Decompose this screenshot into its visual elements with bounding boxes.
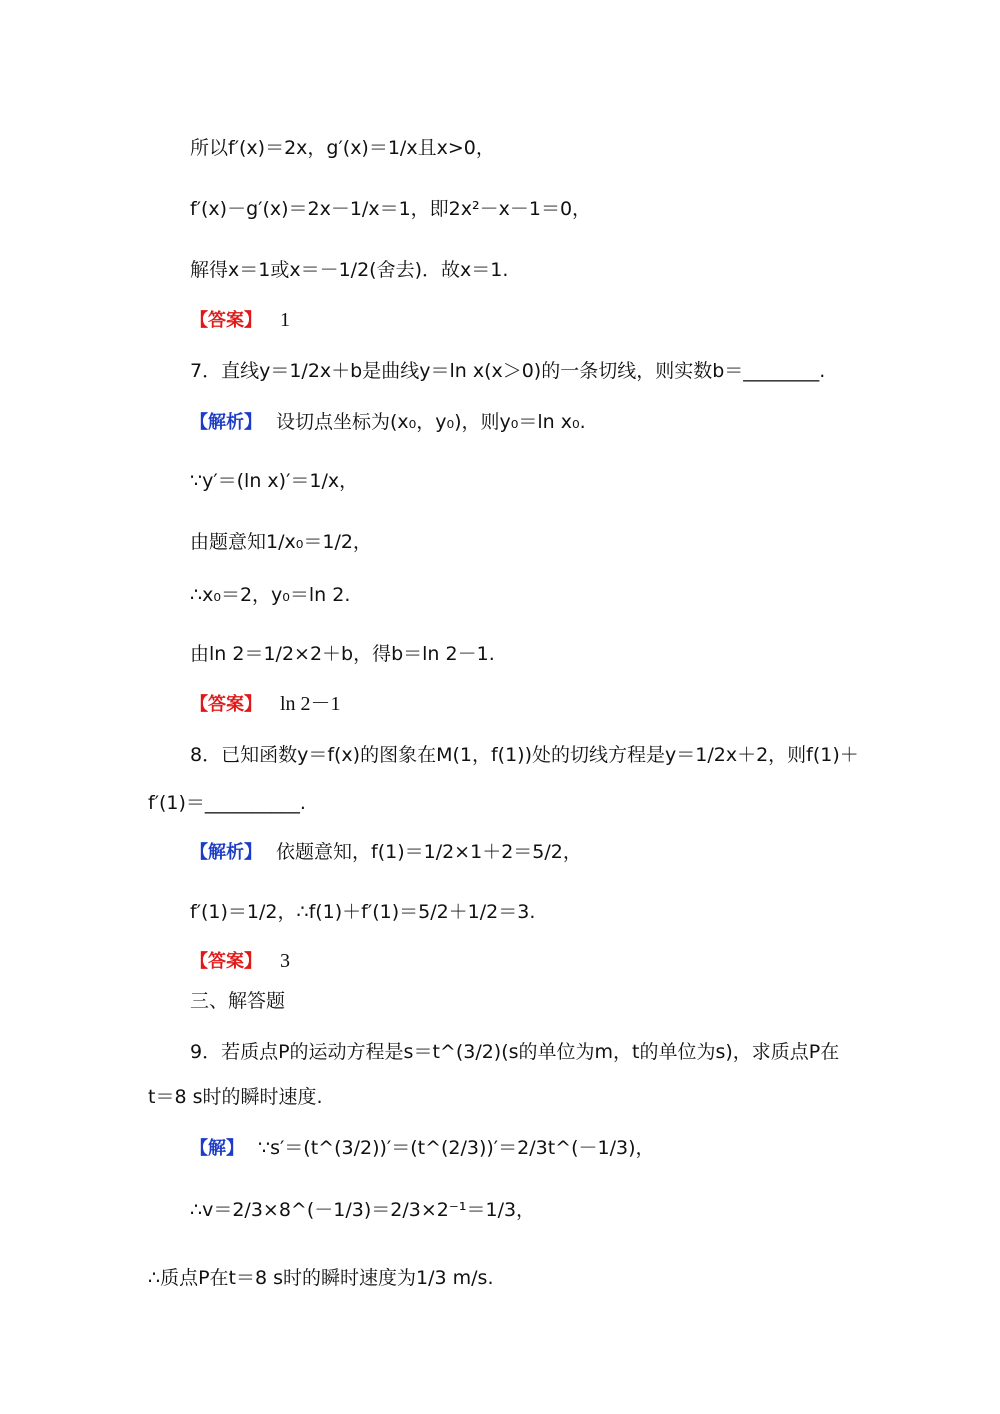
answer-tag: 【答案】 — [190, 694, 262, 715]
solution-line-derivatives: 所以f′(x)＝2x，g′(x)＝1/x且x>0， — [190, 137, 495, 159]
solution-tag: 【解】 — [190, 1138, 244, 1159]
answer-value: ln 2－1 — [280, 693, 341, 715]
solution-line-sum: f′(1)＝1/2，∴f(1)＋f′(1)＝5/2＋1/2＝3. — [190, 901, 536, 923]
answer-value: 3 — [280, 950, 290, 972]
answer-tag: 【答案】 — [190, 951, 262, 972]
question-9-line-2: t＝8 s时的瞬时速度. — [148, 1086, 323, 1108]
question-9-line-1: 9．若质点P的运动方程是s＝t^(3/2)(s的单位为m，t的单位为s)，求质点P在 — [190, 1041, 840, 1063]
solution-line-9: 【解】 ∵s′＝(t^(3/2))′＝(t^(2/3))′＝2/3t^(－1/3)， — [190, 1137, 655, 1159]
answer-line-7 — [190, 690, 341, 719]
solution-line-result: 解得x＝1或x＝－1/2(舍去)．故x＝1. — [190, 259, 509, 281]
analysis-line-8: 【解析】 依题意知，f(1)＝1/2×1＋2＝5/2， — [190, 841, 582, 863]
solution-line-conclusion: ∴质点P在t＝8 s时的瞬时速度为1/3 m/s. — [148, 1267, 494, 1289]
analysis-tag: 【解析】 — [190, 412, 262, 433]
analysis-tag: 【解析】 — [190, 842, 262, 863]
solution-line-equation: f′(x)－g′(x)＝2x－1/x＝1，即2x²－x－1＝0， — [190, 198, 592, 220]
answer-tag: 【答案】 — [190, 310, 262, 331]
answer-value: 1 — [280, 309, 290, 331]
question-8-line-1: 8．已知函数y＝f(x)的图象在M(1，f(1))处的切线方程是y＝1/2x＋2，则f(1)＋ — [190, 744, 859, 766]
answer-line-8 — [190, 947, 290, 976]
solution-line-condition: 由题意知1/x₀＝1/2， — [190, 531, 372, 553]
question-8-line-2: f′(1)＝__________. — [148, 792, 306, 814]
solution-line-tangent-point: ∴x₀＝2，y₀＝ln 2. — [190, 584, 351, 606]
analysis-line-7: 【解析】 设切点坐标为(x₀，y₀)，则y₀＝ln x₀. — [190, 411, 586, 433]
solution-line-derivative-ln: ∵y′＝(ln x)′＝1/x， — [190, 470, 359, 492]
question-7: 7．直线y＝1/2x＋b是曲线y＝ln x(x＞0)的一条切线，则实数b＝________. — [190, 360, 826, 382]
solution-line-velocity: ∴v＝2/3×8^(－1/3)＝2/3×2⁻¹＝1/3， — [190, 1199, 536, 1221]
section-heading: 三、解答题 — [190, 990, 286, 1012]
answer-line-6 — [190, 306, 290, 335]
solution-line-b: 由ln 2＝1/2×2＋b，得b＝ln 2－1. — [190, 643, 495, 665]
